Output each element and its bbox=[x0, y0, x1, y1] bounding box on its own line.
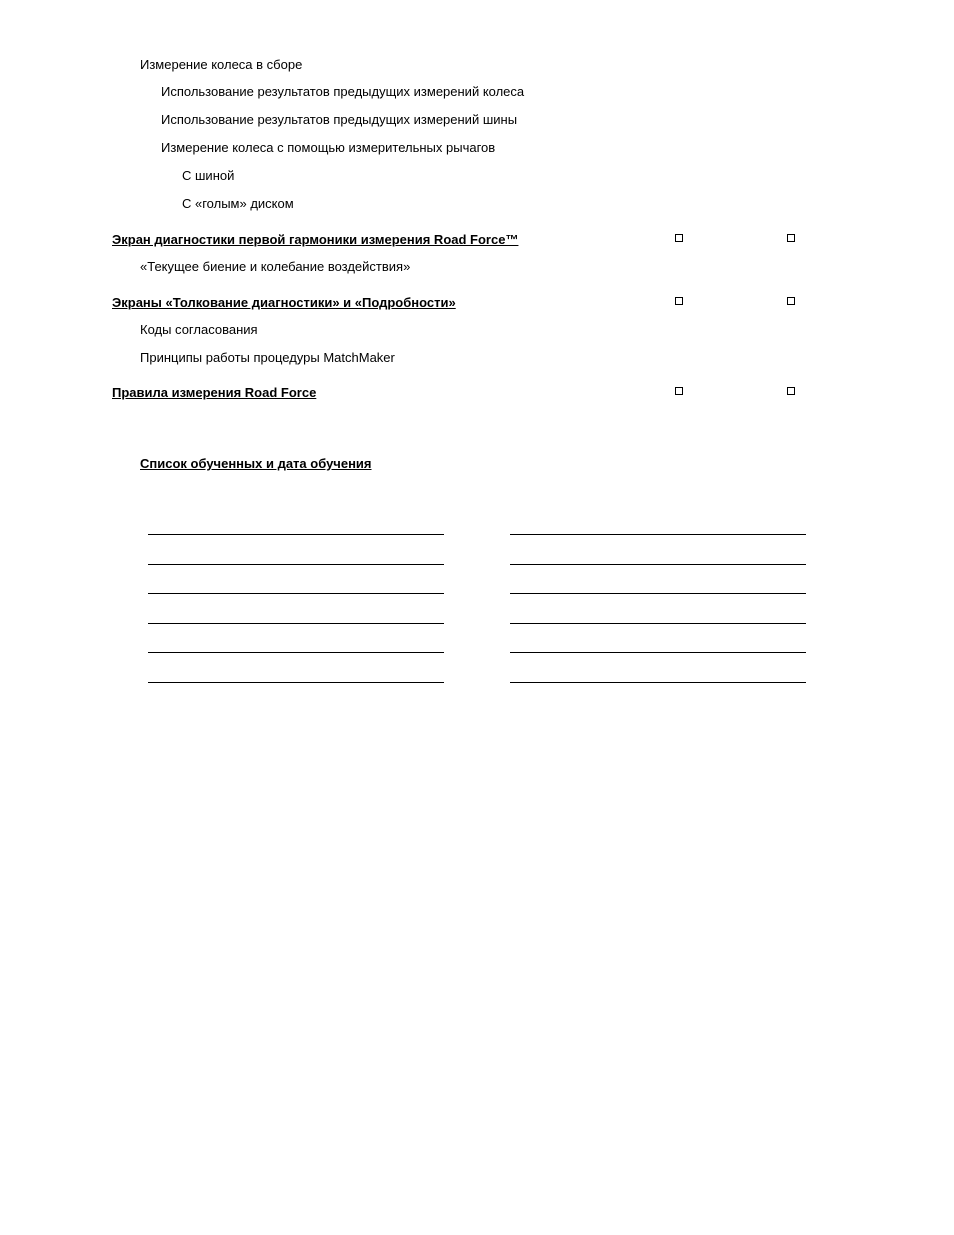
signature-line-right-2[interactable] bbox=[510, 564, 806, 565]
signature-line-right-4[interactable] bbox=[510, 623, 806, 624]
signature-line-left-1[interactable] bbox=[148, 534, 444, 535]
signature-line-right-3[interactable] bbox=[510, 593, 806, 594]
signature-line-right-6[interactable] bbox=[510, 682, 806, 683]
section2-checkbox-2[interactable] bbox=[787, 297, 795, 305]
section-heading-diagnostics-interpretation: Экраны «Толкование диагностики» и «Подробности» bbox=[112, 295, 456, 310]
section3-checkbox-1[interactable] bbox=[675, 387, 683, 395]
section3-checkbox-2[interactable] bbox=[787, 387, 795, 395]
section1-checkbox-2[interactable] bbox=[787, 234, 795, 242]
item-bare-rim: С «голым» диском bbox=[182, 196, 294, 211]
trainee-list-title: Список обученных и дата обучения bbox=[140, 456, 372, 471]
section2-checkbox-1[interactable] bbox=[675, 297, 683, 305]
signature-line-right-5[interactable] bbox=[510, 652, 806, 653]
signature-line-right-1[interactable] bbox=[510, 534, 806, 535]
signature-line-left-3[interactable] bbox=[148, 593, 444, 594]
section-heading-first-harmonic: Экран диагностики первой гармоники измерения Road Force™ bbox=[112, 232, 519, 247]
item-with-tire: С шиной bbox=[182, 168, 235, 183]
signature-line-left-2[interactable] bbox=[148, 564, 444, 565]
item-measurement-arms: Измерение колеса с помощью измерительных рычагов bbox=[161, 140, 496, 155]
section-heading-road-force-rules: Правила измерения Road Force bbox=[112, 385, 317, 400]
section2-subitem-match-codes: Коды согласования bbox=[140, 322, 258, 337]
signature-line-left-4[interactable] bbox=[148, 623, 444, 624]
item-previous-wheel-results: Использование результатов предыдущих измерений колеса bbox=[161, 84, 525, 99]
section1-checkbox-1[interactable] bbox=[675, 234, 683, 242]
section2-subitem-matchmaker: Принципы работы процедуры MatchMaker bbox=[140, 350, 395, 365]
item-wheel-assembly-measurement: Измерение колеса в сборе bbox=[140, 57, 303, 72]
section1-subitem: «Текущее биение и колебание воздействия» bbox=[140, 259, 411, 274]
signature-line-left-6[interactable] bbox=[148, 682, 444, 683]
signature-line-left-5[interactable] bbox=[148, 652, 444, 653]
item-previous-tire-results: Использование результатов предыдущих измерений шины bbox=[161, 112, 518, 127]
